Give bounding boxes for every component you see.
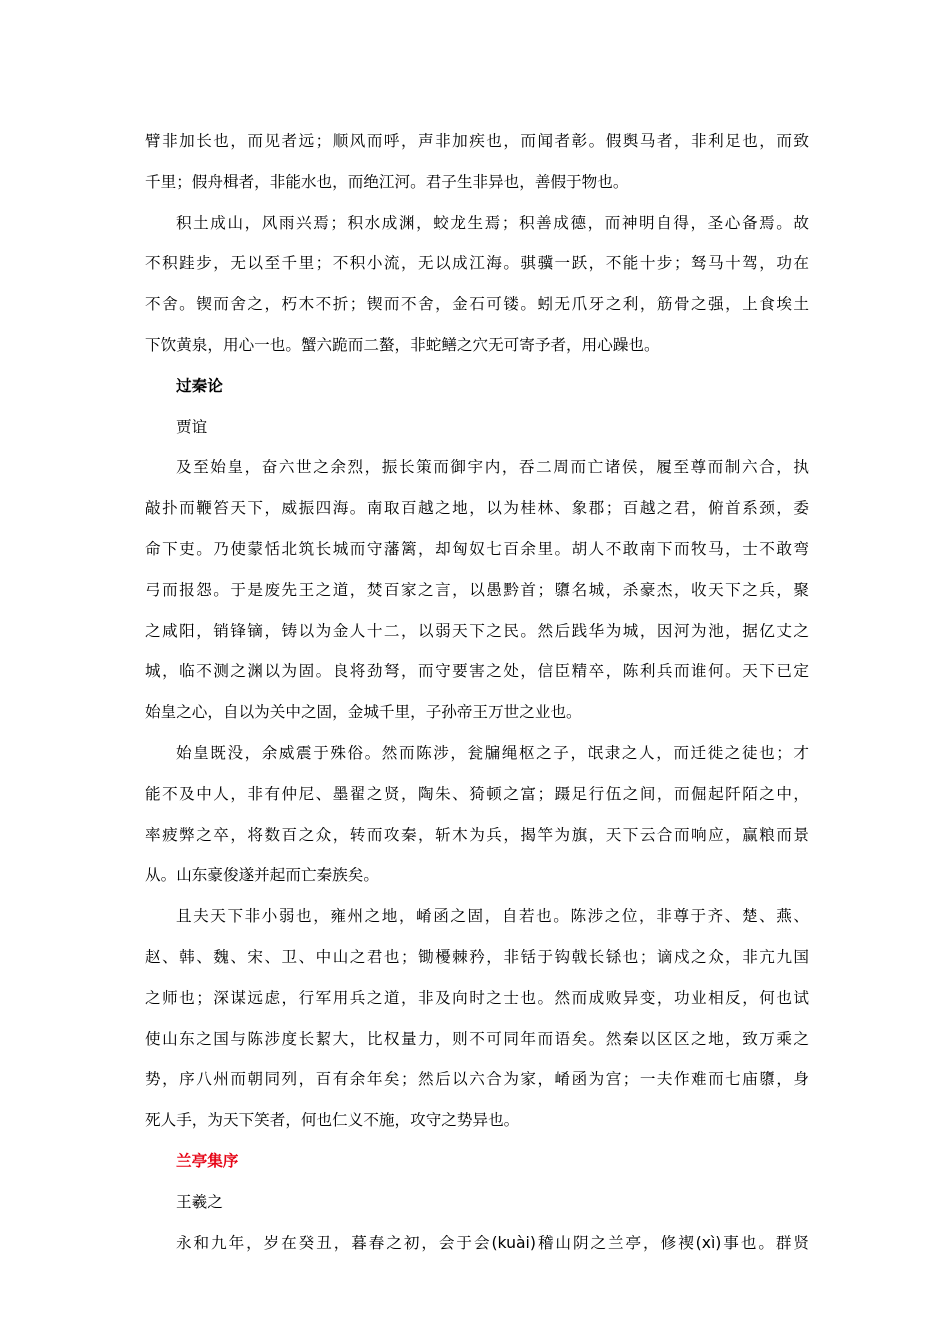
section-author: 贾谊 — [176, 417, 208, 436]
text-line: 率疲弊之卒，将数百之众，转而攻秦，斩木为兵，揭竿为旗，天下云合而响应，赢粮而景 — [145, 825, 809, 844]
text-line: 命下吏。乃使蒙恬北筑长城而守藩篱，却匈奴七百余里。胡人不敢南下而牧马，士不敢弯 — [145, 539, 809, 558]
text-line: 不舍。锲而舍之，朽木不折；锲而不舍，金石可镂。蚓无爪牙之利，筋骨之强，上食埃土 — [145, 295, 809, 314]
text-line: 积土成山，风雨兴焉；积水成渊，蛟龙生焉；积善成德，而神明自得，圣心备焉。故 — [176, 213, 809, 232]
text-line: 千里；假舟楫者，非能水也，而绝江河。君子生非异也，善假于物也。 — [145, 172, 629, 191]
section-author: 王羲之 — [176, 1192, 223, 1211]
document-body — [145, 121, 809, 1263]
text-line: 从。山东豪俊遂并起而亡秦族矣。 — [145, 866, 379, 885]
section-title: 兰亭集序 — [176, 1151, 239, 1170]
text-line: 城，临不测之渊以为固。良将劲弩，而守要害之处，信臣精卒，陈利兵而谁何。天下已定 — [145, 662, 809, 681]
text-line: 臂非加长也，而见者远；顺风而呼，声非加疾也，而闻者彰。假舆马者，非利足也，而致 — [145, 132, 809, 150]
text-line: 及至始皇，奋六世之余烈，振长策而御宇内，吞二周而亡诸侯，履至尊而制六合，执 — [176, 458, 809, 477]
text-line: 赵、韩、魏、宋、卫、中山之君也；锄櫌棘矜，非铦于钩戟长铩也；谪戍之众，非亢九国 — [145, 947, 809, 966]
text-line: 下饮黄泉，用心一也。蟹六跪而二螯，非蛇鳝之穴无可寄予者，用心躁也。 — [145, 335, 660, 354]
text-line: 之师也；深谋远虑，行军用兵之道，非及向时之士也。然而成败异变，功业相反，何也试 — [145, 988, 809, 1007]
section-title: 过秦论 — [176, 376, 223, 395]
text-line: 始皇既没，余威震于殊俗。然而陈涉，瓮牖绳枢之子，氓隶之人，而迁徙之徒也；才 — [176, 743, 809, 762]
text-line: 之咸阳，销锋镝，铸以为金人十二，以弱天下之民。然后践华为城，因河为池，据亿丈之 — [145, 621, 809, 640]
text-line: 能不及中人，非有仲尼、墨翟之贤，陶朱、猗顿之富；蹑足行伍之间，而倔起阡陌之中， — [145, 784, 809, 803]
text-line: 不积跬步，无以至千里；不积小流，无以成江海。骐骥一跃，不能十步；驽马十驾，功在 — [145, 254, 809, 273]
text-line: 弓而报怨。于是废先王之道，焚百家之言，以愚黔首；隳名城，杀豪杰，收天下之兵，聚 — [145, 580, 809, 599]
text-line: 永和九年，岁在癸丑，暮春之初，会于会(kuài)稽山阴之兰亭，修禊(xì)事也。群贤 — [176, 1233, 809, 1252]
text-line: 使山东之国与陈涉度长絜大，比权量力，则不可同年而语矣。然秦以区区之地，致万乘之 — [145, 1029, 809, 1048]
text-line: 死人手，为天下笑者，何也仁义不施，攻守之势异也。 — [145, 1111, 520, 1130]
text-line: 敲扑而鞭笞天下，威振四海。南取百越之地，以为桂林、象郡；百越之君，俯首系颈，委 — [145, 499, 809, 518]
text-line: 势，序八州而朝同列，百有余年矣；然后以六合为家，崤函为宫；一夫作难而七庙隳，身 — [145, 1070, 809, 1089]
text-line: 始皇之心，自以为关中之固，金城千里，子孙帝王万世之业也。 — [145, 703, 582, 722]
text-line: 且夫天下非小弱也，雍州之地，崤函之固，自若也。陈涉之位，非尊于齐、楚、燕、 — [176, 907, 809, 926]
